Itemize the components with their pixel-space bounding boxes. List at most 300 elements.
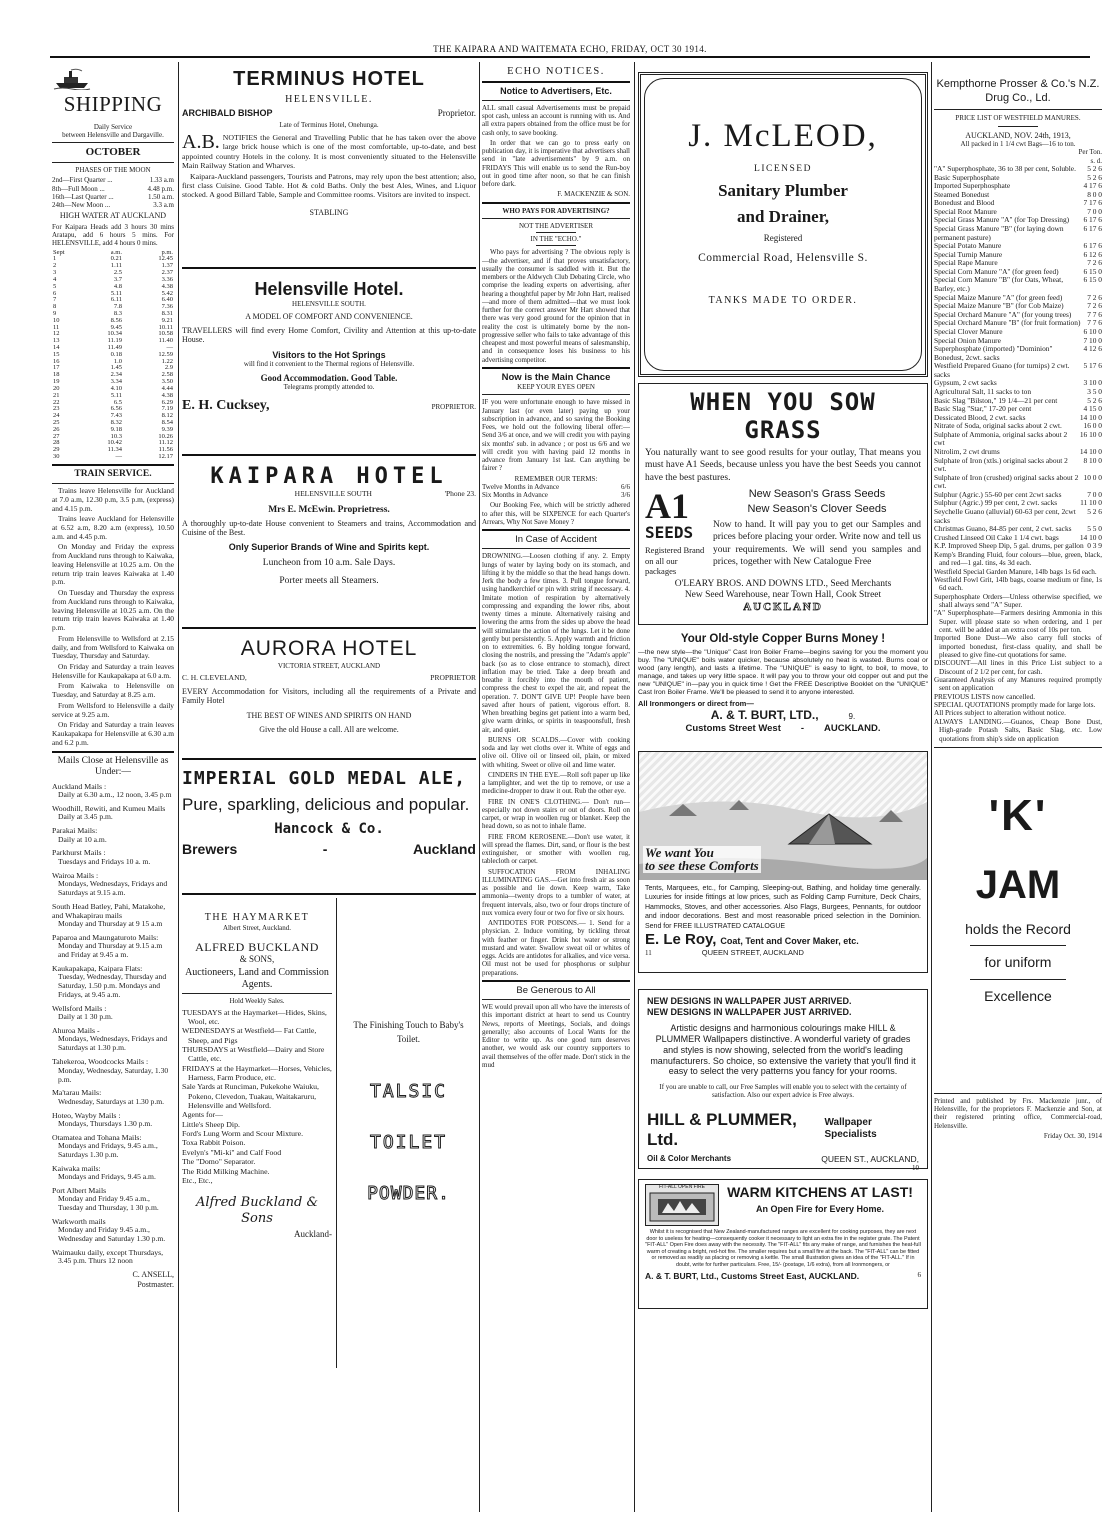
price-value: 6 12 6 [1083, 249, 1102, 259]
price-value: 6 15 0 [1083, 275, 1102, 285]
talsic-toilet: TOILET [369, 1132, 448, 1154]
tents-firm-trade: Coat, Tent and Cover Maker, etc. [720, 936, 859, 947]
tide-cell: — [166, 344, 173, 352]
tide-cell: 27 [53, 432, 60, 440]
train-paragraph: On Tuesday and Thursday the express from Auckland runs through to Kaiwaka, leaving Helensville at 10.25 a.m. On the return trip train leaves Kaiwaka at 1.40 p.m. [52, 588, 174, 633]
price-value: 4 15 0 [1083, 404, 1102, 414]
haymarket-street: Albert Street, Auckland. [222, 923, 292, 932]
tide-cell: 8.56 [110, 316, 122, 324]
price-item: Bonedust and Blood [934, 198, 995, 208]
kitchens-body: Whilst it is recognised that New Zealand-manufactured ranges are excellent for cooking purposes, they are next door to useless for heating—consequently cooker it necessary to light an extra fire in the register grate. The Patent "FIT-ALL" Open Fire does away with the necessity. The "FIT-ALL" fits any make of range, and furnishes the heat-full warm of creating a bright, red-hot fire. The smaller requires but a small fire at the back. The "FIT-ALL" can be fitted or removed as readily as placing or removing a kettle. The small illustration gives an idea of the "FIT-ALL." If in doubt, write for further particulars. Free, 15/- (postage, 1/6 extra), from all Ironmongers, or [645, 1229, 921, 1268]
imprint-date: Friday Oct. 30, 1914 [1043, 1131, 1102, 1140]
service-line: between Helensville and Dargaville. [62, 131, 164, 140]
price-value: 7 7 6 [1087, 309, 1102, 319]
k-jam-k: 'K' [988, 790, 1048, 840]
price-value: 5 2 6 [1087, 395, 1102, 405]
masthead-rule [50, 56, 1090, 58]
tide-header-cell: a.m. [110, 248, 122, 256]
tide-cell: 30 [53, 453, 60, 461]
mail-place: Warkworth mails [52, 1217, 106, 1227]
terminus-town: HELENSVILLE. [285, 93, 373, 105]
accident-body: DROWNING.—Loosen clothing if any. 2. Empty lungs of water by laying body on its stomach, and lifting it by the middle so that the head hangs down. Jerk the body a few times. 3. Pull tongue forward, using handkerchief or pin with string if necessary. 4. Imitate motion of respiration by alternatively compressing and expanding the lower ribs, about twenty times a minute. Alternatively raising and lowering the arms from the sides up above the head will stimulate the action of the lungs. Let it be done gently but persistently. 5. Apply warmth and friction on to extremities. 6. By holding tongue forward, closing the nostrils, and pressing the "Adam's apple" back (so as to close entrance to stomach), direct inflation may be tried. Take a deep breath and breathe it forcibly into the mouth of patient, compress the chest to expel the air, and repeat the operation. 7. DON'T GIVE UP! People have been saved after hours of patient, vigorous effort. 8. When breathing begins get patient into a warm bed, give warm drinks, or spirits in teaspoonsfull, fresh air, and quiet. [482, 552, 630, 734]
haymarket-line: Etc., Etc., [182, 1175, 213, 1185]
tents-num: 11 [645, 948, 652, 957]
price-value: 11 10 0 [1080, 498, 1102, 508]
grass-new-1: New Season's Grass Seeds [748, 488, 886, 501]
tide-row [52, 447, 174, 454]
price-value: 14 10 0 [1079, 532, 1102, 542]
price-item: Special Rape Manure [934, 258, 998, 268]
tide-cell: 29 [53, 446, 60, 454]
mail-times: Daily at 1 30 p.m. [58, 1012, 113, 1022]
price-item: Superphosphate (imported) "Dominion" Bonedust, 2cwt. sacks [934, 344, 1053, 362]
moon-time: 1.50 a.m. [147, 192, 174, 201]
tide-row [52, 352, 174, 359]
train-paragraph: On Friday and Saturday a train leaves Helensville for Kaukapakapa at 6.0 a.m. [52, 662, 174, 680]
kitchens-sub: An Open Fire for Every Home. [755, 1203, 885, 1214]
tide-cell: 11.12 [158, 439, 173, 447]
mail-place: Auckland Mails : [52, 782, 107, 792]
column-divider [178, 62, 179, 1512]
price-row [934, 457, 1102, 474]
haymarket-weekly: Hold Weekly Sales. [229, 997, 285, 1006]
helensville-good: Good Accommodation. Good Table. [260, 372, 398, 383]
helensville-hotel-ad [182, 279, 476, 451]
price-note: SPECIAL QUOTATIONS promptly made for large lots. [934, 701, 1096, 710]
k-jam-line-1: holds the Record [965, 920, 1071, 937]
copper-num: 9. [848, 712, 856, 722]
price-item: "A" Superphosphate, 36 to 38 per cent, Soluble. [934, 163, 1076, 173]
price-item: Steamed Bonedust [934, 189, 990, 199]
tide-cell: 2 [53, 262, 57, 270]
moon-phase: 8th—Full Moon ... [52, 184, 105, 193]
tide-cell: 11.56 [158, 446, 173, 454]
price-item: Nitrate of Soda, original sacks about 2 cwt. [934, 421, 1062, 431]
haymarket-title: THE HAYMARKET [204, 912, 310, 923]
tide-cell: 12.17 [158, 453, 173, 461]
mails-list [52, 782, 174, 1266]
tide-cell: 11.49 [107, 344, 122, 352]
tide-cell: 20 [53, 384, 60, 392]
wallpaper-trade-2: Oil & Color Merchants [647, 1153, 732, 1163]
tide-cell: 0.21 [110, 255, 122, 263]
mail-times: Wednesday, Saturdays at 1.30 p.m. [58, 1096, 165, 1106]
mail-times: Monday, Wednesday, Saturday, 1.30 p.m. [58, 1065, 169, 1084]
grass-title: WHEN YOU SOW GRASS [690, 388, 876, 445]
tide-cell: 6.40 [161, 296, 173, 304]
price-item: Agricultural Salt, 11 sacks to ton [934, 386, 1032, 396]
price-item: Dessicated Blood, 2 cwt. sacks [934, 412, 1026, 422]
tide-cell: 9.21 [161, 316, 173, 324]
terms-price: 3/6 [621, 491, 630, 500]
accident-burns: BURNS OR SCALDS.—Cover with cooking soda and lay wet cloths over it. White of eggs and olive oil. Olive oil or linseed oil, plain, or mixed with whiting. Sweet or olive oil and lime water. [482, 735, 630, 769]
tide-cell: 7.36 [161, 303, 173, 311]
mail-times: Mondays, Thursdays 1.30 p.m. [58, 1118, 153, 1128]
remember-terms: REMEMBER OUR TERMS: [514, 474, 598, 483]
haymarket-ad [182, 898, 476, 1368]
tide-cell: 2.34 [110, 371, 122, 379]
moon-heading: PHASES OF THE MOON [75, 166, 151, 175]
column-echo-notices [482, 62, 630, 1512]
tide-cell: 25 [53, 418, 60, 426]
terminus-dropcap: A.B. [182, 131, 220, 154]
wallpaper-num: 10 [912, 1163, 919, 1172]
aurora-call: Give the old House a call. All are welcome. [259, 725, 399, 735]
column-manures [934, 62, 1102, 1512]
tide-cell: 10.42 [107, 439, 122, 447]
column-ads [638, 62, 928, 1512]
price-value: 5 5 0 [1087, 524, 1102, 534]
moon-phase: 16th—Last Quarter ... [52, 192, 114, 201]
tide-cell: 9 [53, 309, 57, 317]
price-item: Special Maize Manure "B" (for Cob Maize) [934, 301, 1064, 311]
moon-phase: 24th—New Moon ... [52, 201, 111, 210]
mail-place: Parkhurst Mails : [52, 848, 106, 858]
tide-row [52, 297, 174, 304]
price-bags: All packed in 1 1/4 cwt Bags—16 to ton. [960, 140, 1076, 149]
price-item: Special Orchard Manure "A" (for young trees) [934, 309, 1072, 319]
mail-times: Tuesdays and Fridays 10 a. m. [58, 856, 151, 866]
chance-title: Now is the Main Chance [501, 371, 611, 383]
terminus-proprietor-label: Proprietor. [437, 108, 476, 119]
price-item: Special Potato Manure [934, 241, 1002, 251]
moon-row [52, 185, 174, 193]
price-item: Basic Superphosphate [934, 172, 1000, 182]
tide-cell: 9.18 [110, 425, 122, 433]
tide-cell: 17 [53, 364, 60, 372]
tide-cell: 23 [53, 405, 60, 413]
mail-place: Hoteo, Wayby Mails : [52, 1110, 121, 1120]
copper-street: Customs Street West [685, 722, 781, 734]
postmaster-title: Postmaster. [137, 1279, 174, 1289]
tide-header-cell: Sept [53, 248, 65, 256]
tide-cell: 12.45 [158, 255, 173, 263]
kaipara-body: A thoroughly up-to-date House convenient to Steamers and trains, Accommodation and Cuisine of the Best. [182, 519, 476, 538]
price-item: Special Corn Manure "B" (for Oats, Wheat, Barley, etc.) [934, 275, 1064, 294]
column-divider [634, 62, 635, 1512]
tide-cell: 8.3 [113, 309, 122, 317]
helensville-owner: E. H. Cucksey, [182, 397, 270, 413]
tide-cell: 4.8 [113, 282, 122, 290]
column-shipping [52, 62, 174, 1512]
price-note: ALWAYS LANDING.—Guanos, Cheap Bone Dust, High-grade Potash Salts, Basic Slag, etc. Low quotations from ship's side on application [934, 717, 1102, 743]
k-jam-ad [934, 790, 1102, 1090]
tide-cell: 9.39 [161, 425, 173, 433]
kaipara-sub: HELENSVILLE SOUTH [294, 488, 372, 498]
imperial-title: IMPERIAL GOLD MEDAL ALE, [182, 768, 467, 789]
price-value: 7 10 0 [1083, 335, 1102, 345]
price-value: 6 17 6 [1083, 241, 1102, 251]
terms-label: Twelve Months in Advance [482, 482, 560, 491]
tents-firm: E. Le Roy, [645, 931, 717, 949]
price-item: Seychelle Guano (alluvial) 60-63 per cent, 2cwt sacks [934, 507, 1076, 525]
who-sub: IN THE "ECHO." [530, 235, 582, 244]
price-note: Imported Bone Dust—We also carry full stocks of imported bonedust, first-class quality, and shall be pleased to give fine-cut quotations for same. [934, 634, 1102, 660]
talsic-finishing: The Finishing Touch to Baby's Toilet. [353, 1020, 464, 1045]
haymarket-line: The "Domo" Separator. [182, 1157, 256, 1167]
train-paragraph: On Monday and Friday the express from Auckland runs through to Kaiwaka, leaving Helensville at 10.25 a.m. On the return trip train leaves Kaiwaka at 1.40 p.m. [52, 542, 174, 587]
grass-body: Now to hand. It will pay you to get our Samples and prices before placing your order. Write now and tell us your requirements. We will send you samples and prices, together with New Catalogue Free [713, 520, 921, 568]
price-value: 3 10 0 [1083, 378, 1102, 388]
tents-ad [638, 751, 928, 973]
mcleod-ad [638, 72, 928, 377]
mcleod-registered: Registered [763, 233, 803, 244]
haymarket-sons: & SONS, [239, 954, 275, 965]
notice-title: Notice to Advertisers, Etc. [500, 86, 612, 97]
mail-place: Port Albert Mails [52, 1186, 107, 1195]
tide-row [52, 277, 174, 284]
terms-row [482, 483, 630, 491]
price-row [934, 508, 1102, 525]
mail-times: Daily at 10 a.m. [58, 834, 107, 844]
tide-cell: 6.56 [110, 405, 122, 413]
train-service-text [52, 487, 174, 748]
price-value: 7 2 6 [1087, 301, 1102, 311]
camping-illustration [639, 752, 927, 880]
who-body: Who pays for advertising ? The obvious reply is—the advertiser, and if that proves unsatisfactory, usually the consumer is saddled with it. But the members or the Aldwych Club Debating Circle, who comprise the leading experts on advertising, after hearing a thoughtful paper by Mr John Hart, realised—and more of them admitted—that we must look further for the correct answer Mr Hart showed that there was very good ground for the opinion that in reality the cost is ultimately borne by the non-progressive seller who fails to take advantage of this cheapest and most powerful means of salesmanship, and in consequence loses his business to his advertising competitor. [482, 248, 630, 364]
tide-cell: 1.22 [161, 357, 173, 365]
imperial-ale-ad [182, 768, 476, 890]
price-note: Westfield Fowl Grit, 14lb bags, coarse medium or fine, 1s 6d each. [934, 575, 1102, 593]
train-paragraph: From Wellsford to Helensville a daily service at 9.25 a.m. [52, 700, 174, 719]
echo-title: ECHO NOTICES. [507, 66, 605, 77]
mail-times: Mondays and Fridays, 9.45 a.m. [58, 1172, 156, 1182]
column-divider [931, 62, 932, 1512]
moon-phase: 2nd—First Quarter ... [52, 176, 113, 185]
tide-cell: 3 [53, 269, 57, 277]
haymarket-line: The Ridd Milking Machine. [182, 1166, 270, 1176]
mail-place: Paparoa and Maungaturoto Mails: [52, 933, 159, 943]
haymarket-signature: Alfred Buckland & Sons [195, 1195, 319, 1226]
price-row [934, 542, 1102, 551]
mail-place: Otamatea and Tohana Mails: [52, 1132, 142, 1142]
tide-cell: 7 [53, 296, 57, 304]
price-item: Westfield Prepared Guano (for turnips) 2 cwt. sacks [934, 361, 1070, 379]
terminus-proprietor: ARCHIBALD BISHOP [182, 108, 273, 119]
notice-para: ALL small casual Advertisements must be prepaid spot cash, unless an account is running with us. And all extra papers obtained from the office must be for cash only, to save booking. [482, 103, 630, 137]
tide-cell: 26 [53, 425, 60, 433]
tide-cell: 4.44 [161, 384, 173, 392]
price-row [934, 345, 1102, 362]
a1-brand: A1 [645, 486, 689, 527]
aurora-title: AURORA HOTEL [240, 637, 418, 660]
kaipara-brands: Only Superior Brands of Wine and Spirits kept. [228, 541, 430, 552]
a1-seeds: SEEDS [645, 523, 694, 543]
tide-cell: 1 [53, 255, 57, 263]
mail-times: Monday and Friday 9.45 a.m., Wednesday and Saturday 1.30 p.m. [58, 1225, 166, 1244]
haymarket-name: ALFRED BUCKLAND [195, 940, 319, 955]
aurora-hotel-ad [182, 637, 476, 755]
moon-time: 3.3 a.m [153, 201, 174, 210]
mcleod-address: Commercial Road, Helensville S. [698, 251, 868, 264]
tide-cell: 22 [53, 398, 60, 406]
fit-all-device-label: FIT-ALL OPEN FIRE [659, 1184, 705, 1190]
train-paragraph: On Friday and Saturday a train leaves Kaukapakapa for Helensville at 6.30 a.m and 6.2 p.m. [52, 720, 174, 747]
accident-antidotes: ANTIDOTES FOR POISONS.— 1. Send for a physician. 2. Induce vomiting, by tickling throat with feather or finger. Drink hot water or strong mustard and water. Swallow sweat oil or whites of eggs. Acids are antidotes for alkalies, and vice versa. Oil must not be used for phosphorus or sulphur preparations. [482, 919, 630, 977]
grass-firm: O'LEARY BROS. AND DOWNS LTD., Seed Merchants [674, 578, 892, 589]
price-row [934, 431, 1102, 448]
tide-cell: 1.0 [113, 357, 122, 365]
tide-row [52, 263, 174, 270]
price-unit-2: s. d. [1090, 156, 1102, 165]
price-item: Sulphur (Agric.) 55-60 per cent 2cwt sacks [934, 489, 1062, 499]
wallpaper-h1: NEW DESIGNS IN WALLPAPER JUST ARRIVED. [647, 996, 852, 1006]
price-title: PRICE LIST OF WESTFIELD MANURES. [955, 113, 1081, 122]
tide-cell: 6.5 [113, 398, 122, 406]
fit-all-device-illustration [645, 1184, 719, 1226]
kaipara-title: KAIPARA HOTEL [210, 464, 448, 489]
tide-cell: 8 [53, 303, 57, 311]
haymarket-role: Auctioneers, Land and Commission Agents. [185, 966, 329, 990]
kaipara-proprietress: Mrs E. McEwin. Proprietress. [268, 504, 390, 515]
kitchens-firm: A. & T. BURT, Ltd., Customs Street East, AUCKLAND. [645, 1270, 860, 1281]
price-item: Special Root Manure [934, 206, 997, 216]
tide-cell: 9.45 [110, 323, 122, 331]
haymarket-line: Little's Sheep Dip. [182, 1119, 240, 1129]
mail-times: Mondays, Wednesdays, Fridays and Saturdays at 1.30 p.m. [58, 1034, 168, 1053]
mcleod-name: J. McLEOD, [688, 118, 878, 154]
train-service-title: TRAIN SERVICE. [74, 468, 152, 479]
tide-cell: — [115, 453, 122, 461]
price-item: Special Grass Manure "A" (for Top Dressing) [934, 215, 1070, 225]
haymarket-line: Ford's Lung Worm and Scour Mixture. [182, 1129, 304, 1139]
price-row [934, 276, 1102, 293]
tide-cell: 15 [53, 350, 60, 358]
price-item: Crushed Linseed Oil Cake 1 1/4 cwt. bags [934, 532, 1059, 542]
wallpaper-small: If you are unable to call, our Free Samples will enable you to select with the certainty of satisfaction. Also our expert advice is Free always. [659, 1083, 907, 1100]
tide-cell: 8.12 [161, 412, 173, 420]
tide-cell: 10.3 [110, 432, 122, 440]
moon-time: 4.48 p.m. [147, 184, 174, 193]
price-unit: Per Ton. [1078, 148, 1102, 157]
price-note: All Prices subject to alteration without notice. [934, 709, 1066, 718]
tide-cell: 5.11 [110, 289, 122, 297]
price-item: Special Maize Manure "A" (for green feed) [934, 292, 1063, 302]
tide-cell: 2.5 [113, 269, 122, 277]
wallpaper-street: QUEEN ST., AUCKLAND, [821, 1153, 919, 1164]
mail-place: Ma'tarau Mails: [52, 1088, 102, 1098]
postmaster-signature: C. ANSELL, [132, 1270, 174, 1280]
price-value: 8 0 0 [1087, 189, 1102, 199]
mail-times: Monday and Thursday at 9 15 a.m [58, 919, 163, 929]
price-value: 16 10 0 [1079, 429, 1102, 439]
k-jam-line-3: Excellence [984, 987, 1052, 1004]
grass-seeds-ad [638, 383, 928, 625]
mail-place: Wairoa Mails : [52, 870, 99, 880]
tents-headline-2: to see these Comforts [645, 858, 759, 873]
talsic-powder: POWDER. [367, 1183, 450, 1205]
aurora-sub: VICTORIA STREET, AUCKLAND [277, 661, 381, 670]
month-heading: OCTOBER [85, 146, 141, 159]
price-item: K.P. Improved Sheep Dip, 5 gal. drums, per gallon [934, 541, 1084, 551]
kaipara-hotel-ad [182, 464, 476, 624]
generous-title: Be Generous to All [516, 984, 596, 996]
imperial-tagline: Pure, sparkling, delicious and popular. [182, 795, 470, 815]
price-value: 7 0 0 [1087, 489, 1102, 499]
mcleod-tanks: TANKS MADE TO ORDER. [708, 295, 858, 307]
copper-city: AUCKLAND. [824, 722, 881, 734]
tide-cell: 10.58 [158, 330, 173, 338]
aurora-owner: C. H. CLEVELAND, [182, 673, 247, 683]
mail-times: 3.45 p.m. Thurs 12 noon [58, 1256, 133, 1266]
haymarket-lines [182, 1008, 332, 1186]
price-value: 16 0 0 [1083, 421, 1102, 431]
tide-cell: 5.42 [161, 289, 173, 297]
imperial-maker: Hancock & Co. [274, 820, 384, 837]
tide-cell: 6 [53, 289, 57, 297]
mail-times: Mondays and Fridays, 9.45 a.m., Saturdays 1.30 p.m. [58, 1140, 158, 1159]
grass-city: AUCKLAND [743, 601, 823, 614]
tide-cell: 28 [53, 439, 60, 447]
mail-place: Parakai Mails: [52, 826, 98, 836]
mail-times: Daily at 3.45 p.m. [58, 812, 113, 822]
tide-cell: 7.8 [113, 303, 122, 311]
helensville-sub: HELENSVILLE SOUTH. [292, 300, 366, 309]
mail-place: Wellsford Mails : [52, 1004, 107, 1014]
copper-ad [638, 633, 928, 747]
tide-cell: 4.10 [110, 384, 122, 392]
mail-times: Daily at 6.30 a.m., 12 noon, 3.45 p.m [58, 790, 172, 800]
tide-cell: 3.34 [110, 378, 122, 386]
price-list [934, 165, 1102, 551]
tide-cell: 2.37 [161, 269, 173, 277]
price-note: Superphosphate Orders—Unless otherwise specified, we shall always send "A" Super. [934, 592, 1102, 610]
tide-cell: 6.29 [161, 398, 173, 406]
price-note: Guaranteed Analysis of any Manures required promptly sent on application [934, 676, 1102, 693]
tide-row [52, 454, 174, 461]
tide-cell: 21 [53, 391, 60, 399]
k-jam-line-2: for uniform [984, 954, 1052, 971]
price-value: 14 10 0 [1079, 447, 1102, 457]
grass-intro: You naturally want to see good results for your outlay, That means you must have A1 Seeds, because unless you have the best Seeds you cannot have the best pastures. [645, 447, 921, 484]
tide-cell: 0.18 [110, 350, 122, 358]
helensville-springs: will find it convenient to the Thermal regions of Helensville. [243, 360, 415, 369]
haymarket-line: Sale Yards at Runciman, Pukekohe Waiuku, Pokeno, Clevedon, Tuakau, Waitakaruru, Helensville and Wellsford. [182, 1082, 319, 1111]
moon-row [52, 193, 174, 201]
moon-row [52, 201, 174, 209]
price-item: Special Onion Manure [934, 335, 1001, 345]
tide-cell: 8.31 [161, 309, 173, 317]
tide-cell: 5 [53, 282, 57, 290]
imperial-city-dash: - [322, 841, 328, 858]
price-item: Nitrolim, 2 cwt drums [934, 447, 1000, 457]
mail-place: Waimauku daily, except Thursdays, [52, 1248, 164, 1258]
price-value: 7 2 6 [1087, 258, 1102, 268]
price-value: 5 2 6 [1087, 172, 1102, 182]
copper-dash: - [800, 722, 805, 734]
terms-list [482, 483, 630, 500]
price-item: Special Turnip Manure [934, 249, 1003, 259]
price-item: Special Grass Manure "B" (for laying down permanent pasture) [934, 223, 1064, 242]
copper-firm: A. & T. BURT, LTD., [710, 708, 819, 723]
imperial-city: Auckland [412, 841, 476, 858]
price-note: "A" Superphosphate—Farmers desiring Ammonia in this Super. will please state so when ordering, and 1 per cent. will be added at an extra cost of 10s per ton. [934, 609, 1102, 635]
grass-warehouse: New Seed Warehouse, near Town Hall, Cook Street [684, 590, 882, 601]
tide-cell: 11.34 [107, 446, 122, 454]
tide-cell: 8.54 [161, 418, 173, 426]
price-item: Sulphate of Iron (xtls.) original sacks about 2 cwt. [934, 455, 1068, 474]
copper-dealers: All Ironmongers or direct from— [638, 698, 754, 708]
price-item: Sulphate of Ammonia, original sacks about 2 cwt [934, 429, 1068, 448]
tide-cell: 11.19 [107, 337, 122, 345]
terminus-body: NOTIFIES the General and Travelling Public that he has taken over the above large brick house which is one of the most comfortable, up-to-date, and best appointed country Hotels in the colony. It is most conveniently situated to the Helensville Main Railway Station and Wharves. [182, 133, 476, 170]
mail-times: Monday and Thursday at 9.15 a.m and Friday at 9.45 a m. [58, 941, 163, 960]
mail-place: Ahuroa Mails - [52, 1026, 100, 1036]
helensville-model: A MODEL OF COMFORT AND CONVENIENCE. [245, 312, 413, 322]
train-paragraph: Trains leave Auckland for Helensville at 6.52 a.m, 8.20 a.m (express), 10.50 a.m. and 4.45 p.m. [52, 514, 174, 541]
terminus-hotel-ad [182, 68, 476, 264]
helensville-telegrams: Telegrams promptly attended to. [283, 383, 375, 392]
